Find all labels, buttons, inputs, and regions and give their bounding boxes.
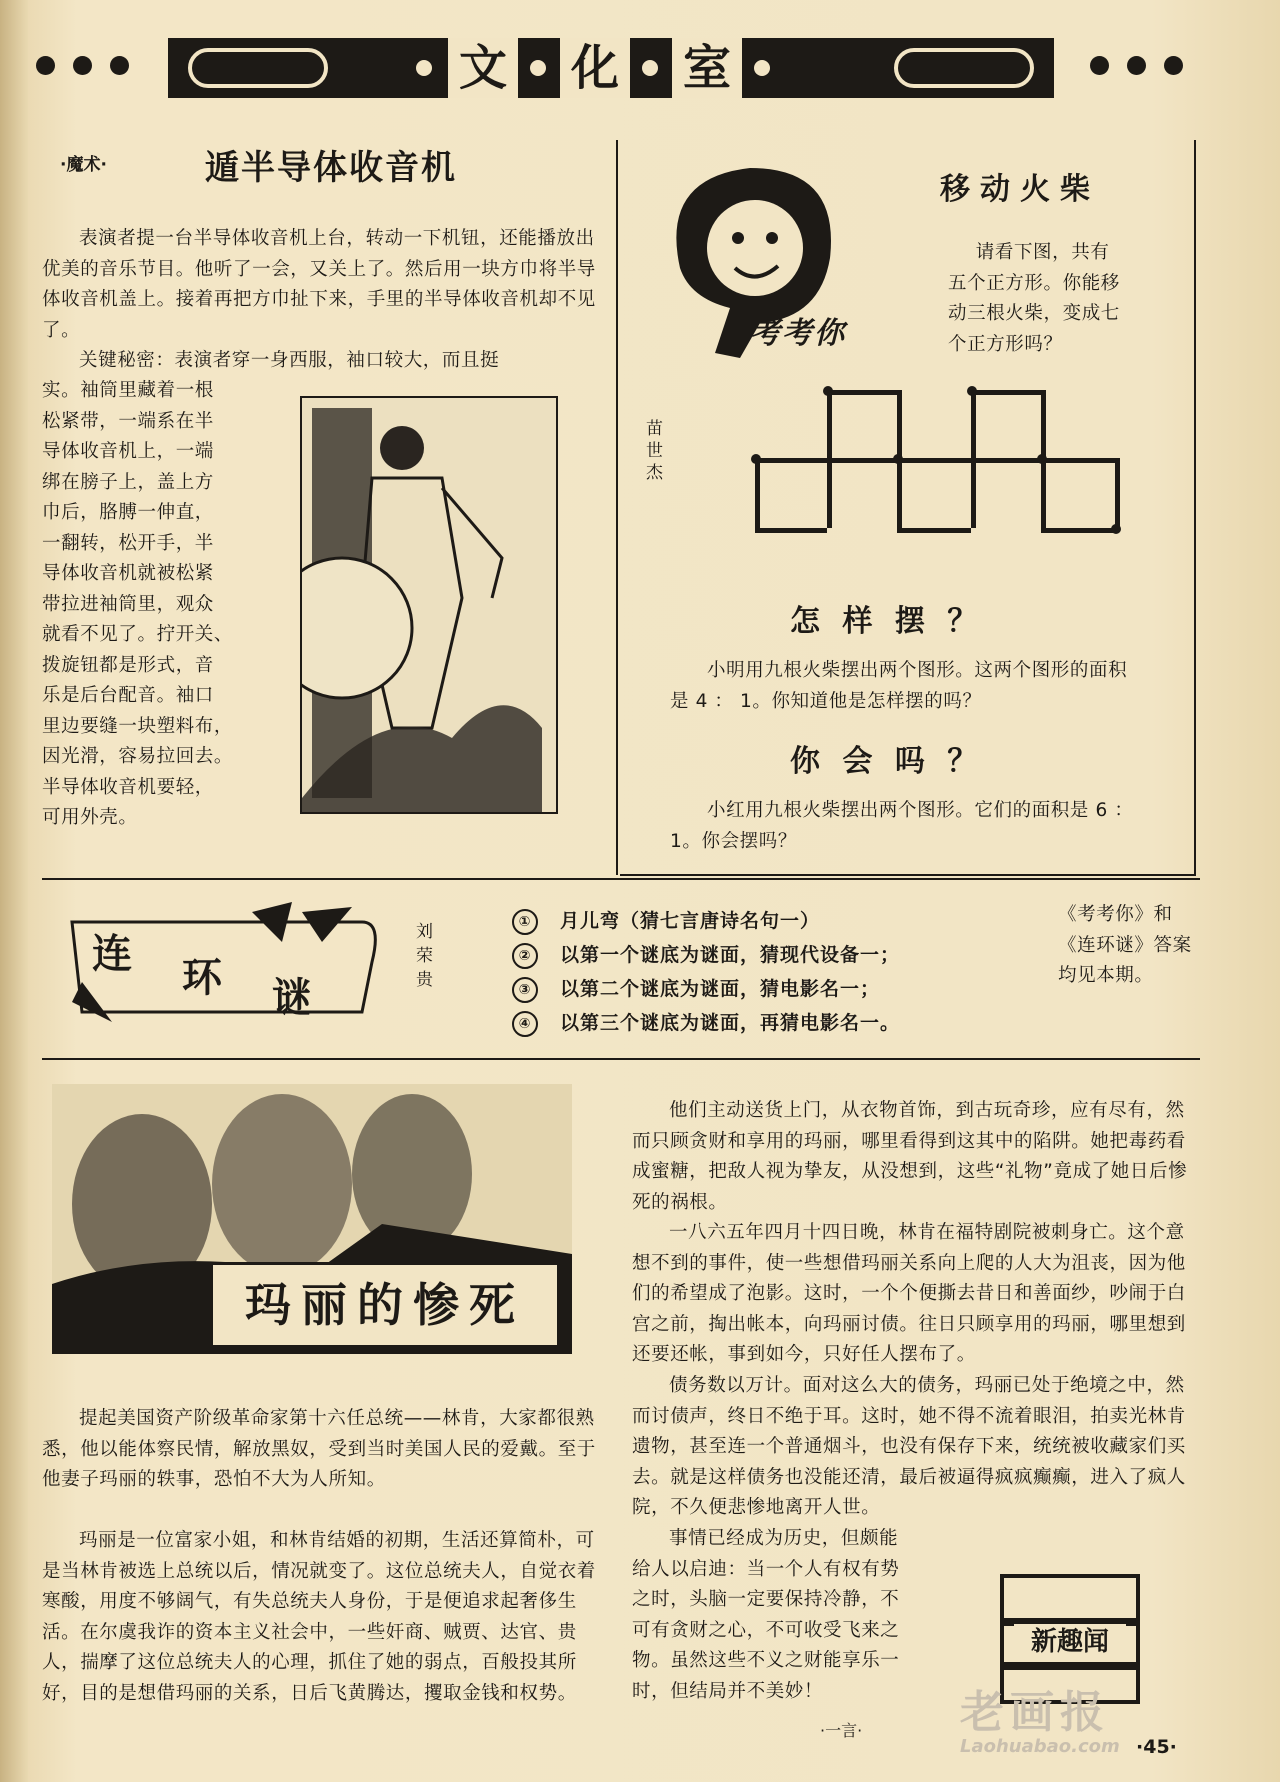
- quiz-q3-title: 你 会 吗 ？: [790, 744, 984, 779]
- header-title-char: 文: [448, 38, 518, 98]
- quiz-intro: 请看下图，共有 五个正方形。你能移 动三根火柴，变成七 个正方形吗？: [948, 242, 1120, 355]
- magic-title: 遁半导体收音机: [205, 148, 457, 188]
- riddle-logo-char: 连: [92, 931, 132, 977]
- header-title-char: 室: [672, 38, 742, 98]
- mary-paragraph: 一八六五年四月十四日晚，林肯在福特剧院被刺身亡。这个意想不到的事件，使一些想借玛丽关系向上爬的人大为沮丧，因为他们的希望成了泡影。这时，一个个便撕去昔日和善面纱，吵闹于白宫之前，掏出帐本，向玛丽讨债。往日只顾享用的玛丽，哪里想到还要还帐，事到如今，只好任人摆布了。: [632, 1222, 1186, 1365]
- matchstick-puzzle: [745, 380, 1145, 550]
- page-number: ·45·: [1136, 1736, 1177, 1758]
- header-dots-left: [36, 56, 129, 79]
- magic-narrow-column: 实。袖筒里藏着一根 松紧带，一端系在半 导体收音机上，一端 绑在膀子上，盖上方 巾后，胳膊一伸直， 一翻转，松开手，半 导体收音机就被松紧 带拉进袖筒里，观众 就看不见了。拧开关、 拨旋钮都是形式，音 乐是后台配音。袖口 里边要缝一块塑料布， 因光滑，容易拉回去。 半导体收音机要轻， 可用外壳。: [42, 380, 234, 828]
- stamp-text: 新趣闻: [1014, 1624, 1126, 1660]
- magician-figure-icon: [302, 398, 556, 812]
- riddle-logo-char: 环: [182, 955, 222, 1001]
- section-divider: [42, 1058, 1200, 1060]
- quiz-author: 苗世杰: [646, 419, 663, 483]
- header-title-char: 化: [560, 38, 630, 98]
- riddle-logo-char: 谜: [272, 975, 312, 1021]
- header-dots-right: [1090, 56, 1183, 79]
- riddle-item: ③ 以第二个谜底为谜面，猜电影名一；: [512, 974, 880, 1003]
- riddle-author: 刘荣贵: [416, 922, 433, 990]
- scroll-ornament-right-icon: [894, 48, 1034, 88]
- mary-paragraph: 玛丽是一位富家小姐，和林肯结婚的初期，生活还算简朴，可是当林肯被选上总统以后，情况就变了。这位总统夫人，自觉衣着寒酸，用度不够阔气，有失总统夫人身份，于是便追求起奢侈生活。在尔虞我诈的资本主义社会中，一些奸商、贼贾、达官、贵人，揣摩了这位总统夫人的心理，抓住了她的弱点，百般投其所好，目的是想借玛丽的关系，日后飞黄腾达，攫取金钱和权势。: [42, 1530, 596, 1704]
- mary-title: 玛丽的惨死: [245, 1278, 525, 1332]
- scroll-ornament-left-icon: [188, 48, 328, 88]
- watermark-cn: 老画报: [960, 1687, 1110, 1738]
- riddle-item: ④ 以第三个谜底为谜面，再猜电影名一。: [512, 1008, 900, 1037]
- riddle-item: ① 月儿弯（猜七言唐诗名句一）: [512, 906, 820, 935]
- mary-paragraph: 他们主动送货上门，从衣物首饰，到古玩奇珍，应有尽有，然而只顾贪财和享用的玛丽，哪里看得到这其中的陷阱。她把毒药看成蜜糖，把敌人视为挚友，从没想到，这些“礼物”竟成了她日后惨死的祸根。: [632, 1100, 1188, 1213]
- quiz-q2-text: 小明用九根火柴摆出两个图形。这两个图形的面积是 4 ： 1。你知道他是怎样摆的吗？: [670, 660, 1128, 712]
- mary-title-box: [210, 1262, 560, 1348]
- magic-paragraph: 关键秘密：表演者穿一身西服，袖口较大，而且挺: [79, 350, 500, 371]
- column-divider: [616, 140, 618, 875]
- mary-paragraph: 债务数以万计。面对这么大的债务，玛丽已处于绝境之中，然而讨债声，终日不绝于耳。这时，她不得不流着眼泪，拍卖光林肯遗物，甚至连一个普通烟斗，也没有保存下来，统统被收藏家们买去。就是这样债务也没能还清，最后被逼得疯疯癫癫，进入了疯人院，不久便悲惨地离开人世。: [632, 1375, 1186, 1518]
- quiz-q3-text: 小红用九根火柴摆出两个图形。它们的面积是 6 ： 1。你会摆吗？: [670, 800, 1134, 852]
- quiz-logo: [640, 148, 880, 368]
- quiz-logo-text: 考考你: [750, 316, 846, 351]
- magic-paragraph: 表演者提一台半导体收音机上台，转动一下机钮，还能播放出优美的音乐节目。他听了一会，又关上了。然后用一块方巾将半导体收音机盖上。接着再把方巾扯下来，手里的半导体收音机却不见了。: [42, 228, 596, 341]
- riddle-note: 《考考你》和《连环谜》答案均见本期。: [1058, 904, 1192, 986]
- riddle-item: ② 以第一个谜底为谜面，猜现代设备一；: [512, 940, 900, 969]
- mary-paragraph: 提起美国资产阶级革命家第十六任总统——林肯，大家都很熟悉，他以能体察民情，解放黑奴，受到当时美国人民的爱戴。至于他妻子玛丽的轶事，恐怕不大为人所知。: [42, 1408, 596, 1490]
- magic-tag: ·魔术·: [60, 155, 107, 175]
- watermark-en: Laohuabao.com: [960, 1736, 1120, 1757]
- quiz-title: 移动火柴: [940, 172, 1100, 207]
- mary-closing: 事情已经成为历史，但颇能 给人以启迪：当一个人有权有势 之时，头脑一定要保持冷静，不 可有贪财之心，不可收受飞来之 物。虽然这些不义之财能享乐一 时，但结局并不美妙！: [632, 1528, 900, 1702]
- quiz-q2-title: 怎 样 摆 ？: [790, 604, 984, 639]
- mary-author: ·一言·: [820, 1721, 863, 1740]
- header-banner: [168, 38, 1054, 98]
- page-spine: [0, 0, 28, 1782]
- riddle-logo: [62, 902, 382, 1032]
- magician-illustration: [300, 396, 558, 814]
- section-divider: [42, 878, 1200, 880]
